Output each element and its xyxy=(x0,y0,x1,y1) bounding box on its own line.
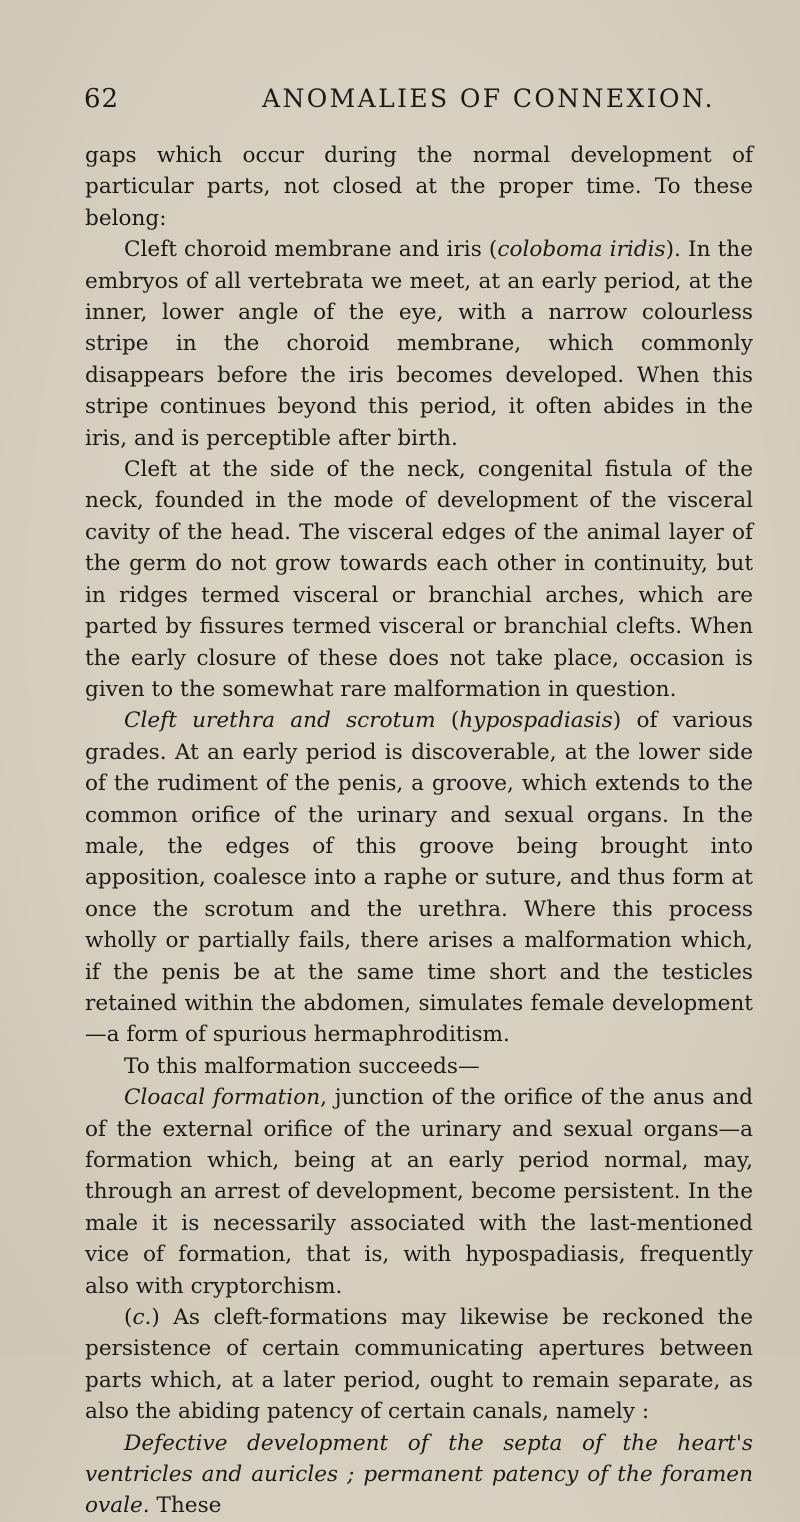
running-title: ANOMALIES OF CONNEXION. xyxy=(262,84,715,113)
text-run: Cleft choroid membrane and iris ( xyxy=(124,237,498,263)
text-run: .) As cleft-formations may likewise be reckoned the persistence of certain communicating apertures between parts which, at a later period, ought to remain separate, as also the abiding patency of certain canals, namely : xyxy=(85,1305,753,1425)
paragraph xyxy=(85,454,753,705)
text-run: , junction of the orifice of the anus and of the external orifice of the urinary and sexual organs—a formation which, being at an early period normal, may, through an arrest of development, become persistent. In the male it is necessarily associated with the last-mentioned vice of formation, that is, with hypospadiasis, frequently also with cryptorchism. xyxy=(85,1085,753,1299)
paragraph xyxy=(85,1302,753,1428)
italic-text-run: Cleft urethra and scrotum xyxy=(124,708,436,734)
italic-text-run: coloboma iridis xyxy=(497,237,666,263)
text-run: These xyxy=(149,1493,222,1519)
italic-text-run: hypospadiasis xyxy=(459,708,613,734)
paragraph xyxy=(85,1082,753,1302)
text-run: To this malformation succeeds— xyxy=(124,1053,480,1079)
paragraph xyxy=(85,1428,753,1522)
italic-text-run: c xyxy=(132,1305,145,1331)
paragraph xyxy=(85,140,753,234)
text-run: ) of various grades. At an early period is discoverable, at the lower side of the rudiment of the penis, a groove, which extends to the common orifice of the urinary and sexual organs. In the male, the edges of this groove being brought into apposition, coalesce into a raphe or suture, and thus form at once the scrotum and the urethra. Where this process wholly or partially fails, there arises a malformation which, if the penis be at the same time short and the testicles retained within the abdomen, simulates female development—a form of spurious hermaphroditism. xyxy=(85,708,753,1048)
text-run: gaps which occur during the normal development of particular parts, not closed at the proper time. To these belong: xyxy=(85,143,753,231)
text-run: ( xyxy=(435,708,460,734)
body-text xyxy=(85,140,753,1522)
paragraph xyxy=(85,705,753,1050)
running-header xyxy=(84,84,744,124)
page-number: 62 xyxy=(84,84,120,114)
text-run: ). In the embryos of all vertebrata we meet, at an early period, at the inner, lower angle of the eye, with a narrow colourless stripe in the choroid membrane, which commonly disappears before the iris becomes developed. When this stripe continues beyond this period, it often abides in the iris, and is perceptible after birth. xyxy=(85,237,753,451)
paragraph xyxy=(85,234,753,454)
paragraph xyxy=(85,1051,753,1082)
italic-text-run: Defective development of the septa of the heart's ventricles and auricles ; permanent patency of the foramen ovale. xyxy=(85,1430,753,1519)
italic-text-run: Cloacal formation xyxy=(124,1085,321,1111)
text-run: Cleft at the side of the neck, congenital fistula of the neck, founded in the mode of development of the visceral cavity of the head. The visceral edges of the animal layer of the germ do not grow towards each other in continuity, but in ridges termed visceral or branchial arches, which are parted by fissures termed visceral or branchial clefts. When the early closure of these does not take place, occasion is given to the somewhat rare malformation in question. xyxy=(85,457,753,702)
text-run: ( xyxy=(124,1305,133,1331)
